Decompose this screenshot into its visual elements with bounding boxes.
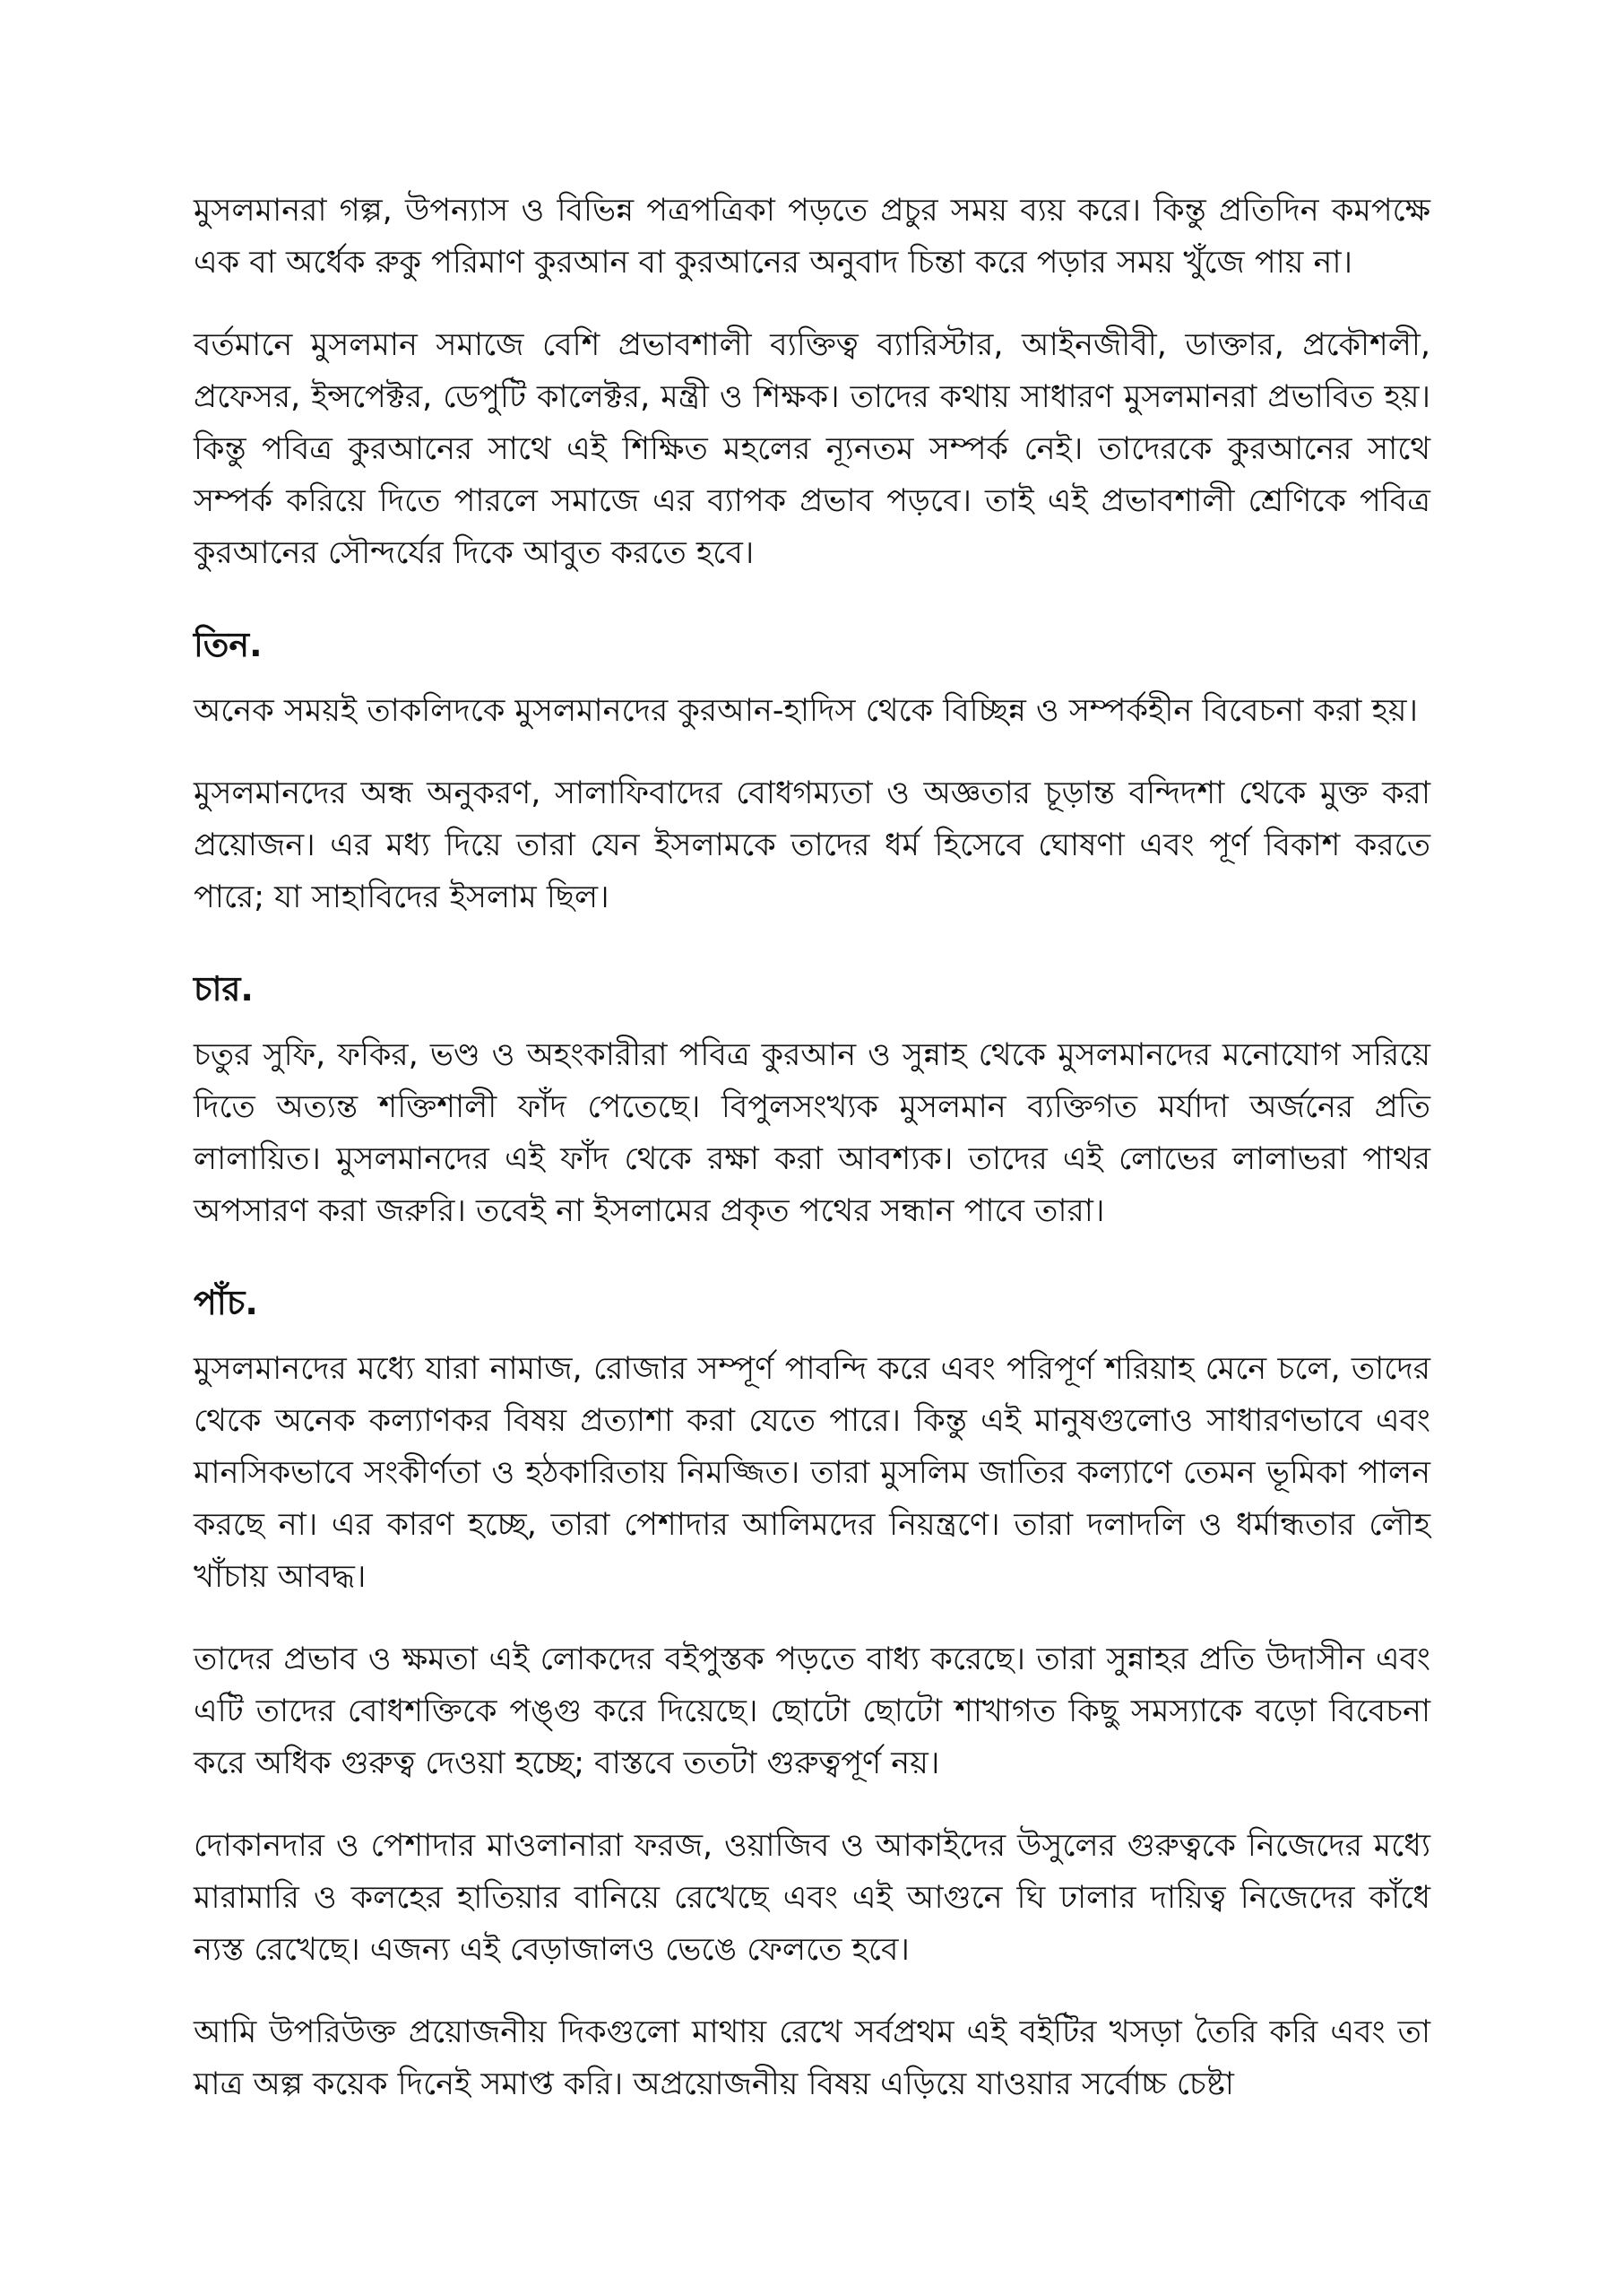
- paragraph-1: মুসলমানরা গল্প, উপন্যাস ও বিভিন্ন পত্রপত্রিকা পড়তে প্রচুর সময় ব্যয় করে। কিন্তু প্রতিদিন কমপক্ষে এক বা অর্ধেক রুকু পরিমাণ কুরআন বা কুরআনের অনুবাদ চিন্তা করে পড়ার সময় খুঁজে পায় না।: [194, 193, 1430, 281]
- paragraph-6: মুসলমানদের মধ্যে যারা নামাজ, রোজার সম্পূর্ণ পাবন্দি করে এবং পরিপূর্ণ শরিয়াহ মেনে চলে, তাদের থেকে অনেক কল্যাণকর বিষয় প্রত্যাশা করা যেতে পারে। কিন্তু এই মানুষগুলোও সাধারণভাবে এবং মানসিকভাবে সংকীর্ণতা ও হঠকারিতায় নিমজ্জিত। তারা মুসলিম জাতির কল্যাণে তেমন ভূমিকা পালন করছে না। এর কারণ হচ্ছে, তারা পেশাদার আলিমদের নিয়ন্ত্রণে। তারা দলাদলি ও ধর্মান্ধতার লৌহ খাঁচায় আবদ্ধ।: [194, 1351, 1431, 1595]
- paragraph-2: বর্তমানে মুসলমান সমাজে বেশি প্রভাবশালী ব্যক্তিত্ব ব্যারিস্টার, আইনজীবী, ডাক্তার, প্রকৌশলী, প্রফেসর, ইন্সপেক্টর, ডেপুটি কালেক্টর, মন্ত্রী ও শিক্ষক। তাদের কথায় সাধারণ মুসলমানরা প্রভাবিত হয়। কিন্তু পবিত্র কুরআনের সাথে এই শিক্ষিত মহলের ন্যূনতম সম্পর্ক নেই। তাদেরকে কুরআনের সাথে সম্পর্ক করিয়ে দিতে পারলে সমাজে এর ব্যাপক প্রভাব পড়বে। তাই এই প্রভাবশালী শ্রেণিকে পবিত্র কুরআনের সৌন্দর্যের দিকে আবুত করতে হবে।: [194, 327, 1430, 571]
- paragraph-9: আমি উপরিউক্ত প্রয়োজনীয় দিকগুলো মাথায় রেখে সর্বপ্রথম এই বইটির খসড়া তৈরি করি এবং তা মাত্র অল্প কয়েক দিনেই সমাপ্ত করি। অপ্রয়োজনীয় বিষয় এড়িয়ে যাওয়ার সর্বোচ্চ চেষ্টা: [194, 2014, 1430, 2102]
- section-heading-three: তিন.: [194, 625, 263, 664]
- paragraph-3: অনেক সময়ই তাকলিদকে মুসলমানদের কুরআন-হাদিস থেকে বিচ্ছিন্ন ও সম্পর্কহীন বিবেচনা করা হয়।: [194, 693, 1419, 729]
- paragraph-4: মুসলমানদের অন্ধ অনুকরণ, সালাফিবাদের বোধগম্যতা ও অজ্ঞতার চূড়ান্ত বন্দিদশা থেকে মুক্ত করা প্রয়োজন। এর মধ্য দিয়ে তারা যেন ইসলামকে তাদের ধর্ম হিসেবে ঘোষণা এবং পূর্ণ বিকাশ করতে পারে; যা সাহাবিদের ইসলাম ছিল।: [194, 775, 1430, 915]
- paragraph-5: চতুর সুফি, ফকির, ভণ্ড ও অহংকারীরা পবিত্র কুরআন ও সুন্নাহ থেকে মুসলমানদের মনোযোগ সরিয়ে দিতে অত্যন্ত শক্তিশালী ফাঁদ পেতেছে। বিপুলসংখ্যক মুসলমান ব্যক্তিগত মর্যাদা অর্জনের প্রতি লালায়িত। মুসলমানদের এই ফাঁদ থেকে রক্ষা করা আবশ্যক। তাদের এই লোভের লালাভরা পাথর অপসারণ করা জরুরি। তবেই না ইসলামের প্রকৃত পথের সন্ধান পাবে তারা।: [194, 1037, 1430, 1229]
- paragraph-8: দোকানদার ও পেশাদার মাওলানারা ফরজ, ওয়াজিব ও আকাইদের উসুলের গুরুত্বকে নিজেদের মধ্যে মারামারি ও কলহের হাতিয়ার বানিয়ে রেখেছে এবং এই আগুনে ঘি ঢালার দায়িত্ব নিজেদের কাঁধে ন্যস্ত রেখেছে। এজন্য এই বেড়াজালও ভেঙে ফেলতে হবে।: [194, 1828, 1430, 1968]
- section-heading-five: পাঁচ.: [194, 1283, 258, 1322]
- section-heading-four: চার.: [194, 969, 254, 1009]
- paragraph-7: তাদের প্রভাব ও ক্ষমতা এই লোকদের বইপুস্তক পড়তে বাধ্য করেছে। তারা সুন্নাহর প্রতি উদাসীন এবং এটি তাদের বোধশক্তিকে পঙ্গু করে দিয়েছে। ছোটো ছোটো শাখাগত কিছু সমস্যাকে বড়ো বিবেচনা করে অধিক গুরুত্ব দেওয়া হচ্ছে; বাস্তবে ততটা গুরুত্বপূর্ণ নয়।: [194, 1641, 1430, 1781]
